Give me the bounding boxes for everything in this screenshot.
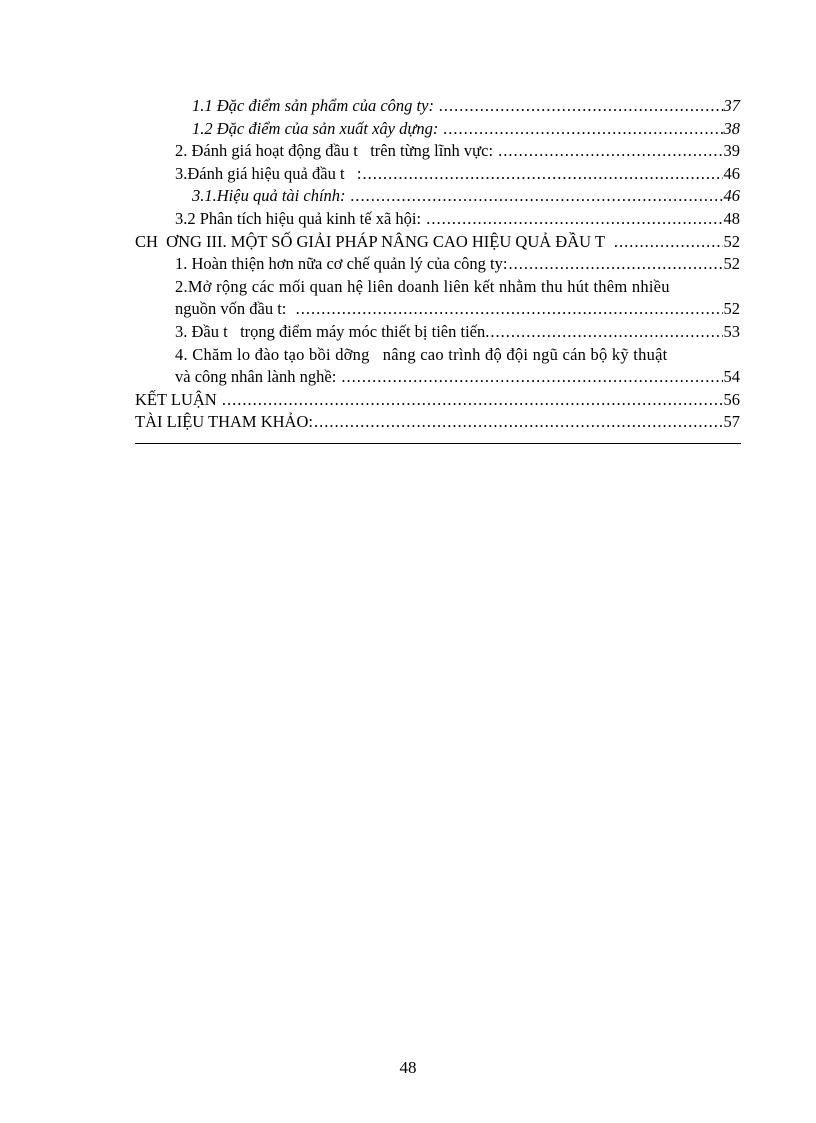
dot-leader <box>443 118 722 141</box>
toc-entry <box>135 389 740 412</box>
toc-entry <box>135 253 740 276</box>
toc-entry-title: 3.1.Hiệu quả tài chính: <box>192 186 350 206</box>
dot-leader <box>490 321 722 344</box>
toc-entry-line-1 <box>135 344 740 367</box>
toc-entry-page: 37 <box>723 96 740 115</box>
toc-entry-title-continued: nguồn vốn đầu t: <box>175 299 295 319</box>
toc-entry-title: TÀI LIỆU THAM KHẢO: <box>135 412 313 432</box>
toc-entry-page: 46 <box>723 186 740 206</box>
toc-entry-title: 1.2 Đặc điểm của sản xuất xây dựng: <box>192 118 443 138</box>
toc-entry-title: 2.Mở rộng các mối quan hệ liên doanh liên kết nhằm thu hút thêm nhiều <box>175 276 670 296</box>
dot-leader <box>363 163 723 186</box>
toc-entry <box>135 163 740 186</box>
toc-entry-page: 52 <box>723 254 740 274</box>
toc-entry-page: 48 <box>723 208 740 228</box>
dot-leader <box>296 298 723 321</box>
toc-entry-title: CH ƠNG III. MỘT SỐ GIẢI PHÁP NÂNG CAO HIỆU QUẢ ĐẦU T <box>135 231 613 251</box>
toc-entry-page: 56 <box>723 389 740 409</box>
page-number: 48 <box>399 1058 417 1077</box>
dot-leader <box>426 208 722 231</box>
toc-entry-page: 46 <box>723 163 740 183</box>
toc-entry-title: 3. Đầu t trọng điểm máy móc thiết bị tiên tiến. <box>175 321 490 341</box>
dot-leader <box>314 411 723 434</box>
toc-entry-line-2 <box>135 298 740 321</box>
dot-leader <box>341 366 722 389</box>
toc-entry-title: 2. Đánh giá hoạt động đầu t trên từng lĩnh vực: <box>175 141 498 161</box>
toc-entry-title: 3.Đánh giá hiệu quả đầu t : <box>175 163 362 183</box>
toc-chapter-entry <box>135 231 740 254</box>
toc-entry <box>135 140 740 163</box>
dot-leader <box>508 253 722 276</box>
toc-entry-page: 52 <box>723 231 740 251</box>
toc-entry-line-2 <box>135 366 740 389</box>
toc-entry-title: 3.2 Phân tích hiệu quả kinh tế xã hội: <box>175 208 426 228</box>
toc-entry <box>135 95 740 118</box>
toc-entry-title-continued: và công nhân lành nghề: <box>175 367 341 387</box>
toc-entry <box>135 118 740 141</box>
toc-entry-page: 53 <box>723 321 740 341</box>
toc-entry <box>135 411 740 434</box>
dot-leader <box>614 231 723 254</box>
toc-entry-title: KẾT LUẬN <box>135 389 221 409</box>
horizontal-rule <box>135 443 741 444</box>
toc-entry <box>135 185 740 208</box>
toc-entry-title: 4. Chăm lo đào tạo bồi dỡng nâng cao trình độ đội ngũ cán bộ kỹ thuật <box>175 344 668 364</box>
toc-entry-line-1 <box>135 276 740 299</box>
toc-entry <box>135 321 740 344</box>
toc-entry <box>135 208 740 231</box>
table-of-contents <box>135 95 740 434</box>
dot-leader <box>498 140 722 163</box>
toc-entry-title: 1.1 Đặc điểm sản phẩm của công ty: <box>192 96 439 115</box>
toc-entry-page: 54 <box>723 367 740 387</box>
toc-entry-page: 38 <box>723 118 740 138</box>
toc-entry-page: 52 <box>723 299 740 319</box>
dot-leader <box>439 95 722 118</box>
dot-leader <box>222 389 723 412</box>
dot-leader <box>351 185 723 208</box>
toc-entry-page: 39 <box>723 141 740 161</box>
toc-entry-title: 1. Hoàn thiện hơn nữa cơ chế quản lý của công ty: <box>175 254 508 274</box>
toc-entry-page: 57 <box>723 412 740 432</box>
